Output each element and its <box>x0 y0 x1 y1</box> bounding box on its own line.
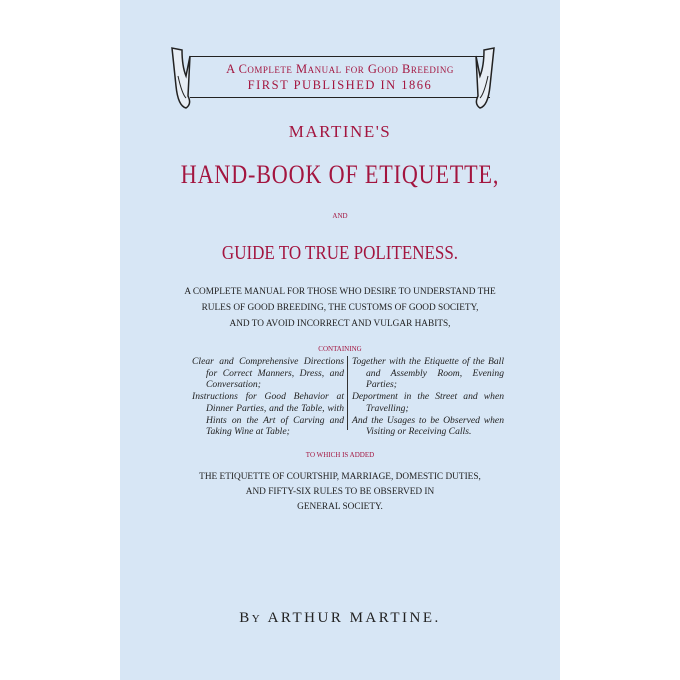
byline: By ARTHUR MARTINE. <box>239 610 441 626</box>
added-line: AND FIFTY-SIX RULES TO BE OBSERVED IN <box>245 487 435 497</box>
contents-item: Deportment in the Street and when Travelling; <box>352 391 504 414</box>
added-label: TO WHICH IS ADDED <box>305 451 375 459</box>
description-line: RULES OF GOOD BREEDING, THE CUSTOMS OF GOOD SOCIETY, <box>201 303 479 313</box>
contents-right-column <box>352 356 504 438</box>
description-line: A COMPLETE MANUAL FOR THOSE WHO DESIRE TO UNDERSTAND THE <box>184 287 496 297</box>
contents-item: And the Usages to be Observed when Visiting or Receiving Calls. <box>352 414 504 438</box>
contents-item: Together with the Etiquette of the Ball and Assembly Room, Evening Parties; <box>352 356 504 391</box>
banner-line-2: FIRST PUBLISHED IN 1866 <box>247 78 433 92</box>
title-and: AND <box>332 212 348 220</box>
added-contents <box>120 470 560 515</box>
contents-item: Clear and Comprehensive Directions for Correct Manners, Dress, and Conversation; <box>192 356 344 391</box>
description <box>120 284 560 332</box>
contents-left-column <box>192 356 344 438</box>
containing-label: CONTAINING <box>318 345 362 353</box>
column-divider <box>347 356 348 430</box>
book-cover <box>120 0 560 680</box>
book-title: HAND-BOOK OF ETIQUETTE, <box>180 160 500 189</box>
banner-line-1: A Complete Manual for Good Breeding <box>226 62 454 76</box>
contents-item: Instructions for Good Behavior at Dinner Parties, and the Table, with Hints on the Art of Carving and Taking Wine at Table; <box>192 391 344 438</box>
added-line: GENERAL SOCIETY. <box>297 502 383 512</box>
title-author-possessive: MARTINE'S <box>288 122 392 141</box>
book-subtitle: GUIDE TO TRUE POLITENESS. <box>221 242 459 264</box>
added-line: THE ETIQUETTE OF COURTSHIP, MARRIAGE, DOMESTIC DUTIES, <box>199 472 481 482</box>
description-line: AND TO AVOID INCORRECT AND VULGAR HABITS, <box>229 319 451 329</box>
